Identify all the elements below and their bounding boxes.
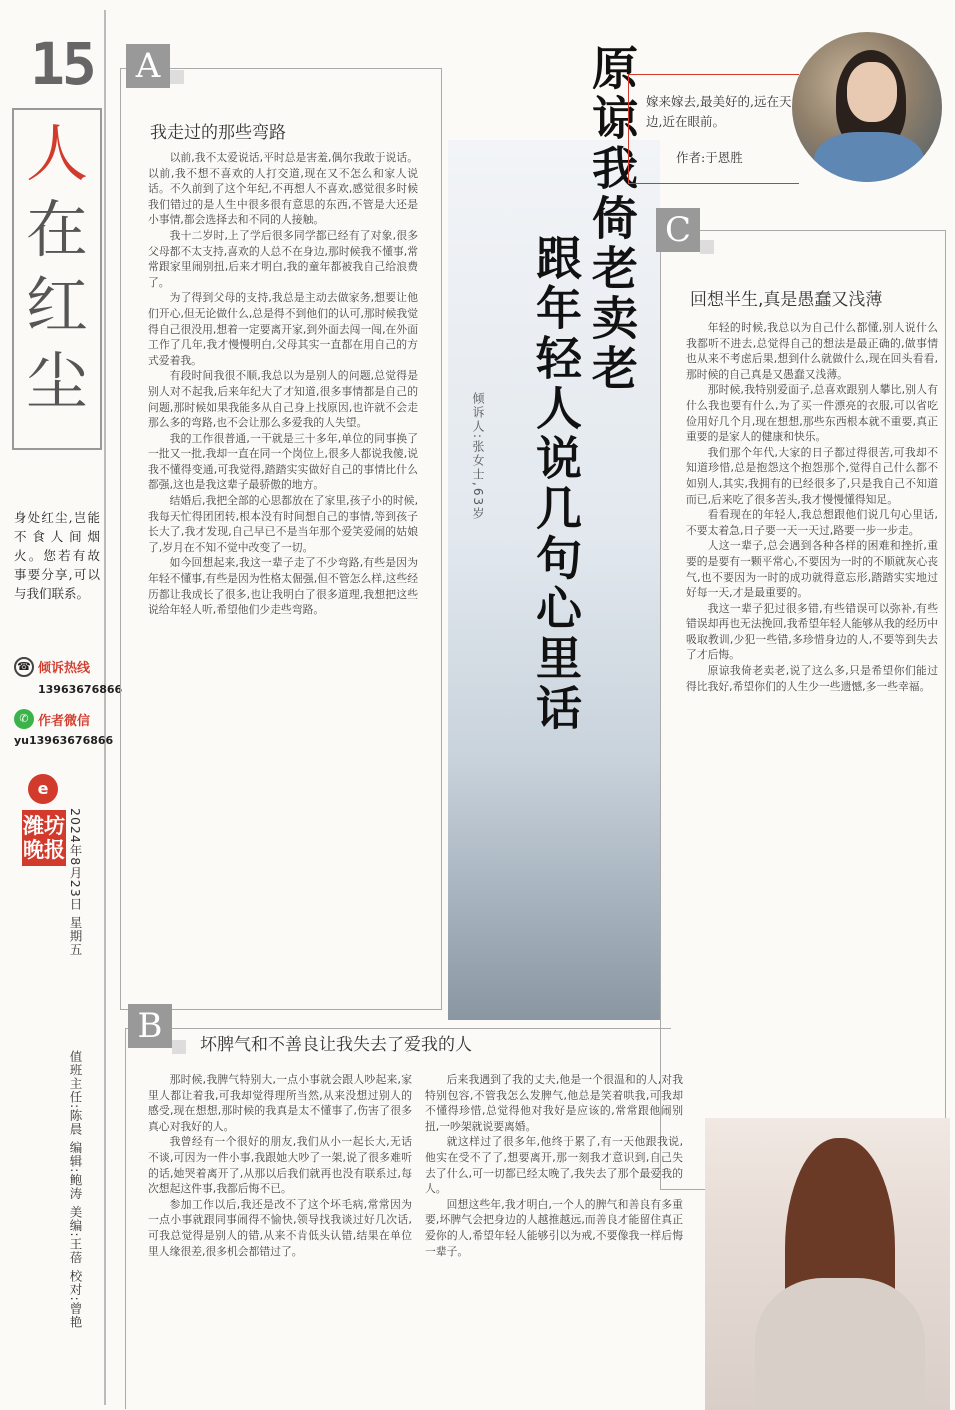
- paragraph: 我这一辈子犯过很多错,有些错误可以弥补,有些错误却再也无法挽回,我希望年轻人能够从我的经历中吸取教训,少犯一些错,多珍惜身边的人,不要等到失去了才后悔。: [686, 601, 938, 662]
- wechat-icon: ✆: [14, 709, 34, 729]
- paragraph: 我十二岁时,上了学后很多同学都已经有了对象,很多父母都不太支持,喜欢的人总不在身边,那时候我不懂事,常常跟家里闹别扭,后来才明白,我的童年都被我自己给浪费了。: [148, 228, 418, 289]
- section-title-char: 尘: [25, 345, 88, 418]
- paragraph: 回想这些年,我才明白,一个人的脾气和善良有多重要,坏脾气会把身边的人越推越远,而善良才能留住真正爱你的人,希望年轻人能够引以为戒,不要像我一样后悔一辈子。: [425, 1197, 683, 1258]
- paragraph: 结婚后,我把全部的心思都放在了家里,孩子小的时候,我每天忙得团团转,根本没有时间想自己的事情,等到孩子长大了,我才发现,自己早已不是当年那个爱笑爱闹的姑娘了,岁月在不知不觉中改变了一切。: [148, 494, 418, 554]
- paragraph: 我们那个年代,大家的日子都过得很苦,可我却不知道珍惜,总是抱怨这个抱怨那个,觉得自己什么都不如别人,其实,我拥有的已经很多了,只是我自己不知道而已,后来吃了很多苦头,我才慢慢懂得知足。: [686, 445, 938, 506]
- quote-text: 嫁来嫁去,最美好的,远在天边,近在眼前。: [646, 94, 792, 129]
- section-slogan: 身处红尘,岂能不食人间烟火。您若有故事要分享,可以与我们联系。: [14, 510, 100, 601]
- newspaper-name: 潍坊晚报: [22, 810, 66, 866]
- paragraph: 如今回想起来,我这一辈子走了不少弯路,有些是因为年轻不懂事,有些是因为性格太倔强,但不管怎么样,这些经历都让我成长了很多,也让我明白了很多道理,我想把这些说给年轻人听,希望他们少走些弯路。: [148, 556, 418, 617]
- paragraph: 那时候,我脾气特别大,一点小事就会跟人吵起来,家里人都让着我,可我却觉得理所当然,从来没想过别人的感受,现在想想,那时候的我真是太不懂事了,伤害了很多真心对我好的人。: [148, 1073, 412, 1133]
- paragraph: 年轻的时候,我总以为自己什么都懂,别人说什么我都听不进去,总觉得自己的想法是最正确的,做事情也从来不考虑后果,想到什么就做什么,现在回头看看,那时候的自己真是又愚蠢又浅薄。: [686, 321, 938, 381]
- date-line: 2024年8月23日 星期五: [68, 808, 83, 957]
- wechat-id: yu13963676866: [14, 734, 114, 747]
- section-b-title: 坏脾气和不善良让我失去了爱我的人: [200, 1035, 472, 1055]
- section-b-letter: B: [128, 1004, 172, 1048]
- section-c-letter: C: [656, 208, 700, 252]
- hotline-number: 13963676866: [38, 683, 123, 696]
- decor-square: [172, 1040, 186, 1054]
- paragraph: 人这一辈子,总会遇到各种各样的困难和挫折,重要的是要有一颗平常心,不要因为一时的不顺就灰心丧气,也不要因为一时的成功就得意忘形,踏踏实实地过好每一天,才是最重要的。: [686, 539, 938, 600]
- section-a-body: [148, 150, 418, 980]
- staff-credits: 值班主任:陈晨 编辑:鲍涛 美编:王蓓 校对:曾艳: [68, 1050, 83, 1329]
- section-c-body: [686, 320, 938, 1110]
- paragraph: 参加工作以后,我还是改不了这个坏毛病,常常因为一点小事就跟同事闹得不愉快,领导找我谈过好几次话,可我总觉得是别人的错,从来不肯低头认错,结果在单位里人缘很差,很多机会都错过了。: [148, 1197, 412, 1258]
- paragraph: 那时候,我特别爱面子,总喜欢跟别人攀比,别人有什么我也要有什么,为了买一件漂亮的衣服,可以省吃俭用好几个月,现在想想,那些东西根本就不重要,真正重要的是家人的健康和快乐。: [686, 383, 938, 444]
- newspaper-logo-icon: e: [28, 774, 58, 804]
- teller-info: 倾诉人:张女士,63岁: [471, 392, 485, 522]
- section-a-title: 我走过的那些弯路: [150, 123, 286, 143]
- author-portrait: [792, 32, 942, 182]
- phone-icon: ☎: [14, 657, 34, 677]
- paragraph: 看看现在的年轻人,我总想跟他们说几句心里话,不要太着急,日子要一天一天过,路要一步一步走。: [686, 508, 938, 537]
- section-title-char: 人: [25, 117, 88, 190]
- headline: [528, 44, 640, 734]
- section-c-title: 回想半生,真是愚蠢又浅薄: [690, 290, 883, 310]
- section-a-letter: A: [126, 44, 170, 88]
- hotline-label: 倾诉热线: [38, 661, 91, 676]
- paragraph: 我的工作很普通,一干就是三十多年,单位的同事换了一批又一批,我却一直在同一个岗位上,很多人都说我傻,说我不懂得变通,可我觉得,踏踏实实做好自己的事情比什么都强,这也是我这辈子最骄傲的地方。: [148, 431, 418, 492]
- paragraph: 后来我遇到了我的丈夫,他是一个很温和的人,对我特别包容,不管我怎么发脾气,他总是笑着哄我,可我却不懂得珍惜,总觉得他对我好是应该的,常常跟他闹别扭,一吵架就说要离婚。: [425, 1073, 683, 1133]
- paragraph: 我曾经有一个很好的朋友,我们从小一起长大,无话不谈,可因为一件小事,我跟她大吵了一架,说了很多难听的话,她哭着离开了,从那以后我们就再也没有联系过,每次想起这件事,我都后悔不已。: [148, 1135, 412, 1196]
- decor-square: [700, 240, 714, 254]
- section-title-char: 在: [25, 193, 88, 266]
- paragraph: 原谅我倚老卖老,说了这么多,只是希望你们能过得比我好,希望你们的人生少一些遗憾,多一些幸福。: [686, 664, 938, 693]
- column-divider: [104, 10, 106, 1405]
- section-title-char: 红: [25, 269, 88, 342]
- section-b-body-right: [425, 1072, 683, 1407]
- page-number: 15: [30, 30, 94, 98]
- quote-author: 作者:于恩胜: [676, 150, 743, 165]
- decor-square: [170, 70, 184, 84]
- woman-photo: [705, 1118, 950, 1410]
- headline-line-2: 跟年轻人说几句心里话: [529, 234, 583, 734]
- paragraph: 为了得到父母的支持,我总是主动去做家务,想要让他们开心,但无论做什么,总是得不到他们的认可,那时候我觉得自己很没用,想着一定要离开家,到外面去闯一闯,在外面工作了几年,我才慢慢明白,父母其实一直都在用自己的方式爱着我。: [148, 291, 418, 367]
- headline-line-1: 原谅我倚老卖老: [585, 44, 639, 394]
- wechat-label: 作者微信: [38, 714, 91, 729]
- paragraph: 就这样过了很多年,他终于累了,有一天他跟我说,他实在受不了了,想要离开,那一刻我才意识到,自己失去了什么,可一切都已经太晚了,我失去了那个最爱我的人。: [425, 1135, 683, 1196]
- paragraph: 有段时间我很不顺,我总以为是别人的问题,总觉得是别人对不起我,后来年纪大了才知道,很多事情都是自己的问题,那时候如果我能多从自己身上找原因,也许就不会走那么多的弯路,也不会让那么多爱我的人失望。: [148, 369, 418, 430]
- section-b-body-left: [148, 1072, 412, 1407]
- paragraph: 以前,我不太爱说话,平时总是害羞,偶尔我敢于说话。以前,我不想不喜欢的人打交道,现在又不怎么和家人说话。不久前到了这个年纪,不再想人不喜欢,感觉很多时候我们错过的是人生中很多很有意思的东西,不管是大还是小事情,都会选择去和不同的人接触。: [148, 151, 418, 227]
- section-title: [22, 116, 92, 420]
